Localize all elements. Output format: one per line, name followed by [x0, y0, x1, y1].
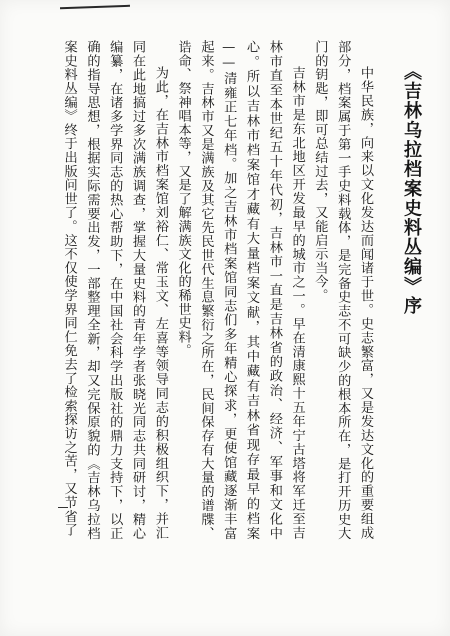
preface-title: 《吉林乌拉档案史料丛编》序: [401, 62, 422, 316]
vertical-text-block: [57, 40, 420, 540]
paragraph-2: 吉林市是东北地区开发最早的城市之一。早在清康熙十五年宁古塔将军迁至吉林市直至本世纪五十年代初，吉林市一直是吉林省的政治、经济、军事和文化中心。所以吉林市档案馆才藏有大量档案文献，其中藏有吉林省现存最早的档案——清雍正七年档。加之吉林市档案馆同志们多年精心探求，更使馆藏逐渐丰富起来。吉林市又是满族及其它先民世代生息繁衍之所在，民间保存有大量的谱牒、诰命、祭神唱本等，又是了解满族文化的稀世史料。: [175, 40, 305, 540]
paragraph-3: 为此，在吉林市档案馆刘裕仁、常玉文、左喜等领导同志的积极组织下，并汇同在此地搞过多次满族调查，掌握大量史料的青年学者张晓光同志共同研讨，精心编纂，在诸多学界同志的热心帮助下，在中国社会科学出版社的鼎力支持下，以正确的指导思想，根据实际需要出发，一部整理全新，却又完保原貌的《吉林乌拉档案史料丛编》终于出版问世了。这不仅使学界同仁免去了检索探访之苦，又节省了: [61, 40, 168, 540]
paragraph-1: 中华民族，向来以文化发达而闻诸于世。史志繁富，又是发达文化的重要组成部分，档案属于第一手史料载体，是完备史志不可缺少的根本所在，是打开历史大门的钥匙，即可总结过去，又能启示当今。: [312, 40, 373, 540]
scan-mark-top: [60, 5, 130, 9]
